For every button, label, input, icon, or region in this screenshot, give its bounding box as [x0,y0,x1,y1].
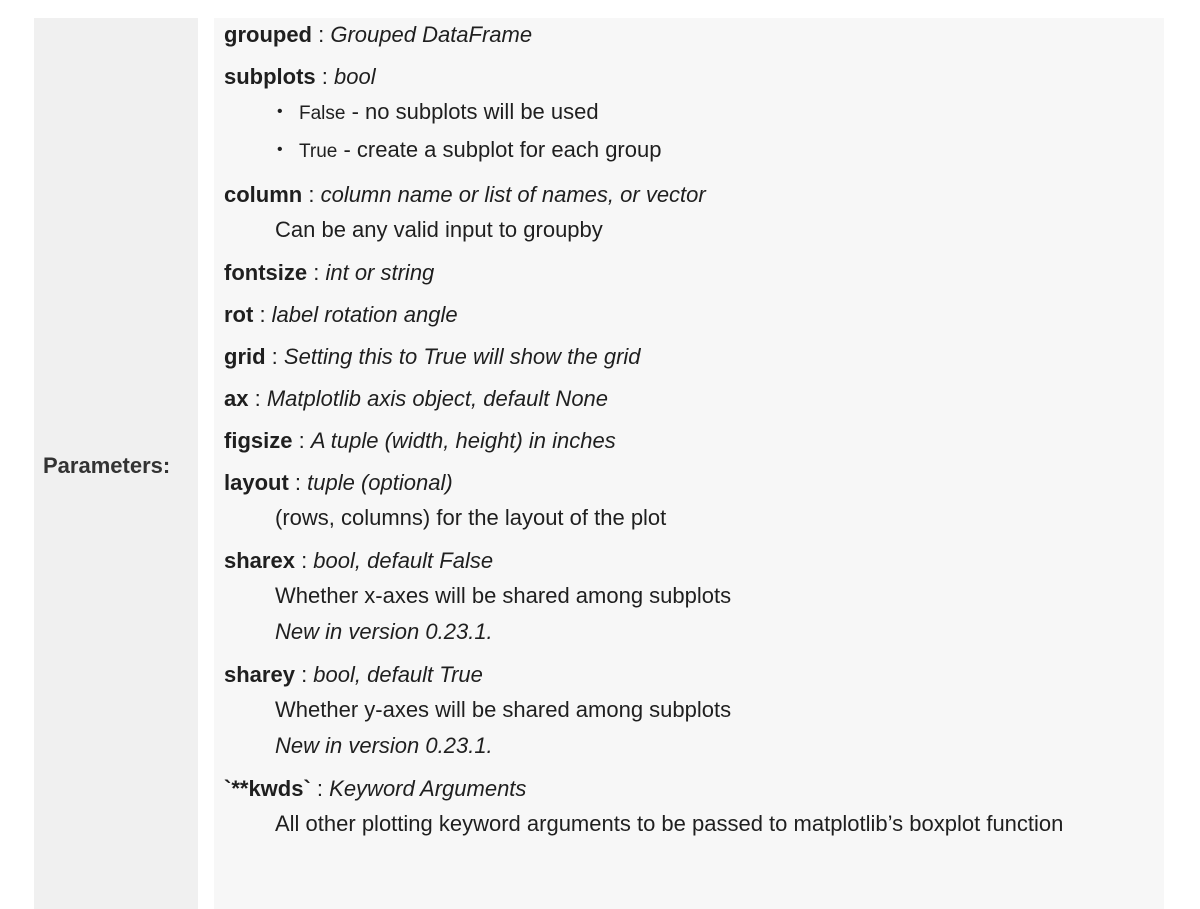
param-term [224,424,1159,458]
param-type: Keyword Arguments [329,776,527,801]
param-name: grid [224,344,266,369]
param-sharey [224,658,1159,764]
param-type: Grouped DataFrame [330,22,533,47]
param-name: column [224,182,303,207]
version-text: New in version 0.23.1. [275,733,493,758]
param-description: Can be any valid input to groupby [275,217,603,242]
parameter-list [224,18,1159,850]
bullet-icon: • [277,141,283,158]
param-grid [224,340,1159,374]
param-name: sharey [224,662,295,687]
param-separator: : [294,662,314,687]
version-text: New in version 0.23.1. [275,619,493,644]
param-version-note [224,728,1159,764]
param-type: label rotation angle [271,302,458,327]
param-term [224,544,1159,578]
param-layout [224,466,1159,536]
param-separator: : [294,548,314,573]
param-type: bool, default True [313,662,483,687]
param-name: ax [224,386,249,411]
param-name: subplots [224,64,316,89]
param-type: bool, default False [313,548,494,573]
param-separator: : [265,344,284,369]
param-column [224,178,1159,248]
param-name: `**kwds` [224,776,311,801]
param-figsize [224,424,1159,458]
param-separator: : [310,776,330,801]
param-type: column name or list of names, or vector [320,182,706,207]
param-type: int or string [325,260,435,285]
param-name: fontsize [224,260,308,285]
param-kwds [224,772,1159,842]
param-term [224,466,1159,500]
param-separator: : [307,260,326,285]
param-options-list [224,94,1159,170]
param-description: (rows, columns) for the layout of the plot [275,505,667,530]
option-text: - create a subplot for each group [337,137,662,162]
param-fontsize [224,256,1159,290]
param-term [224,772,1159,806]
param-version-note [224,614,1159,650]
param-grouped [224,18,1159,52]
param-term [224,256,1159,290]
param-separator: : [248,386,267,411]
option-code: False [299,103,346,124]
param-name: rot [224,302,254,327]
bullet-icon: • [277,103,283,120]
param-sharex [224,544,1159,650]
list-item [275,132,1159,170]
param-term [224,18,1159,52]
param-type: Matplotlib axis object, default None [266,386,609,411]
param-ax [224,382,1159,416]
param-term [224,178,1159,212]
param-type: Setting this to True will show the grid [283,344,641,369]
param-subplots [224,60,1159,170]
param-term [224,60,1159,94]
option-code: True [299,141,338,162]
field-name-cell [34,18,198,909]
param-description: Whether y-axes will be shared among subplots [275,697,732,722]
param-type: tuple (optional) [307,470,453,495]
field-body-cell [214,18,1164,909]
param-name: sharex [224,548,295,573]
param-separator: : [315,64,335,89]
param-type: bool [334,64,376,89]
parameters-table [34,18,1164,909]
option-text: - no subplots will be used [345,99,599,124]
param-term [224,340,1159,374]
param-rot [224,298,1159,332]
param-separator: : [253,302,272,327]
param-name: grouped [224,22,312,47]
param-description: All other plotting keyword arguments to be passed to matplotlib’s boxplot function [275,811,1064,836]
param-separator: : [312,22,331,47]
param-description: Whether x-axes will be shared among subplots [275,583,732,608]
list-item [275,94,1159,132]
param-name: figsize [224,428,293,453]
param-separator: : [292,428,311,453]
parameters-label: Parameters: [43,453,171,478]
param-type: A tuple (width, height) in inches [310,428,616,453]
param-term [224,658,1159,692]
param-name: layout [224,470,289,495]
param-separator: : [288,470,308,495]
param-separator: : [302,182,321,207]
param-term [224,298,1159,332]
param-term [224,382,1159,416]
